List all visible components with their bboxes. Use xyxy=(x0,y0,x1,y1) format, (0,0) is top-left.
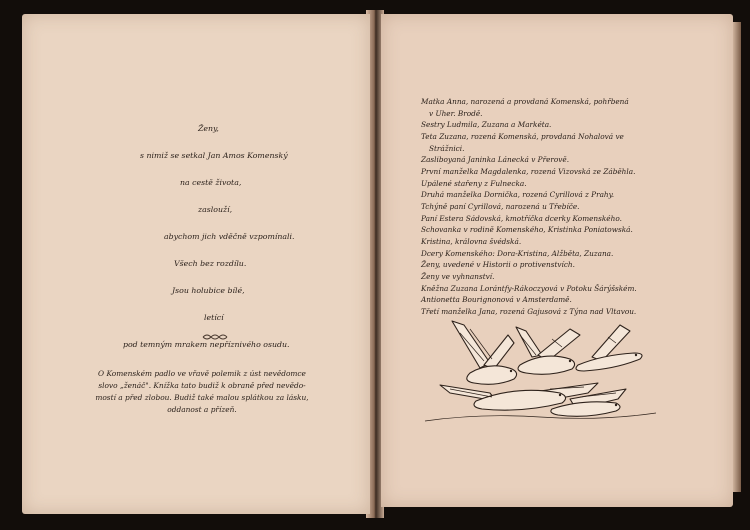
note-line: oddanost a přízeň. xyxy=(167,405,237,414)
left-page xyxy=(22,14,370,514)
list-item: Paní Estera Sádovská, kmotříčka dcerky Komenského. xyxy=(421,213,622,223)
dedication-line: na cestě života, xyxy=(180,178,242,187)
contents-list xyxy=(421,96,721,317)
dedication-line: s nimiž se setkal Jan Amos Komenský xyxy=(140,151,288,160)
list-item: Ženy ve vyhnanství. xyxy=(421,271,495,281)
list-item: Ženy, uvedené v Historii o protivenstvích. xyxy=(421,260,575,270)
list-item: Třetí manželka Jana, rozená Gajusová z Týna nad Vltavou. xyxy=(421,306,637,316)
dedication-line: Ženy, xyxy=(198,124,219,133)
list-item: První manželka Magdalenka, rozená Vizovská ze Záběhla. xyxy=(421,166,636,176)
list-item: Matka Anna, narozená a provdaná Komenská, pohřbená xyxy=(421,97,629,106)
dedication-line: Všech bez rozdílu. xyxy=(174,259,247,268)
foreword-note xyxy=(52,368,352,416)
list-item: Zasliboyaná Janinka Lánecká v Přerově. xyxy=(421,155,570,165)
dedication-line: letící xyxy=(204,313,224,322)
dedication-line: zaslouží, xyxy=(198,205,233,214)
list-item: Strážnici. xyxy=(429,143,465,153)
list-item: Sestry Ludmila, Zuzana a Markéta. xyxy=(421,120,552,130)
dedication-line: pod temným mrakem nepříznivého osudu. xyxy=(123,340,290,349)
list-item: Upálené stařeny z Fulnecka. xyxy=(421,178,527,188)
dedication-line: abychom jich vděčně vzpomínali. xyxy=(164,232,295,241)
list-item: Kněžna Zuzana Lorántfy-Rákoczyová v Potoku Šárýšském. xyxy=(421,283,637,293)
list-item: Dcery Komenského: Dora-Kristina, Alžběta, Zuzana. xyxy=(421,248,614,258)
note-line: O Komenském padlo ve vřavě polemik z úst nevědomce xyxy=(98,369,306,378)
list-item: Teta Zuzana, rozená Komenská, provdaná Nohalová ve xyxy=(421,131,624,141)
note-line: slovo „ženáč". Knížka tato budiž k obraně před nevědo- xyxy=(98,381,306,390)
list-item: v Uher. Brodě. xyxy=(429,108,483,118)
page-edges xyxy=(733,22,741,492)
list-item: Schovanka v rodině Komenského, Kristinka Poniatowská. xyxy=(421,225,633,235)
ornament-divider-icon xyxy=(202,333,228,341)
list-item: Kristina, královna švédská. xyxy=(421,236,522,246)
list-item: Tchýně paní Cyrillová, narozená u Třebíče. xyxy=(421,201,580,211)
list-item: Antionetta Bourignonová v Amsterdamě. xyxy=(421,295,572,305)
dedication-line: Jsou holubice bílé, xyxy=(172,286,245,295)
note-line: mostí a před zlobou. Budiž také malou splátkou za lásku, xyxy=(95,393,309,402)
doves-illustration xyxy=(420,313,660,428)
list-item: Druhá manželka Dornička, rozená Cyrillová z Prahy. xyxy=(421,190,615,200)
